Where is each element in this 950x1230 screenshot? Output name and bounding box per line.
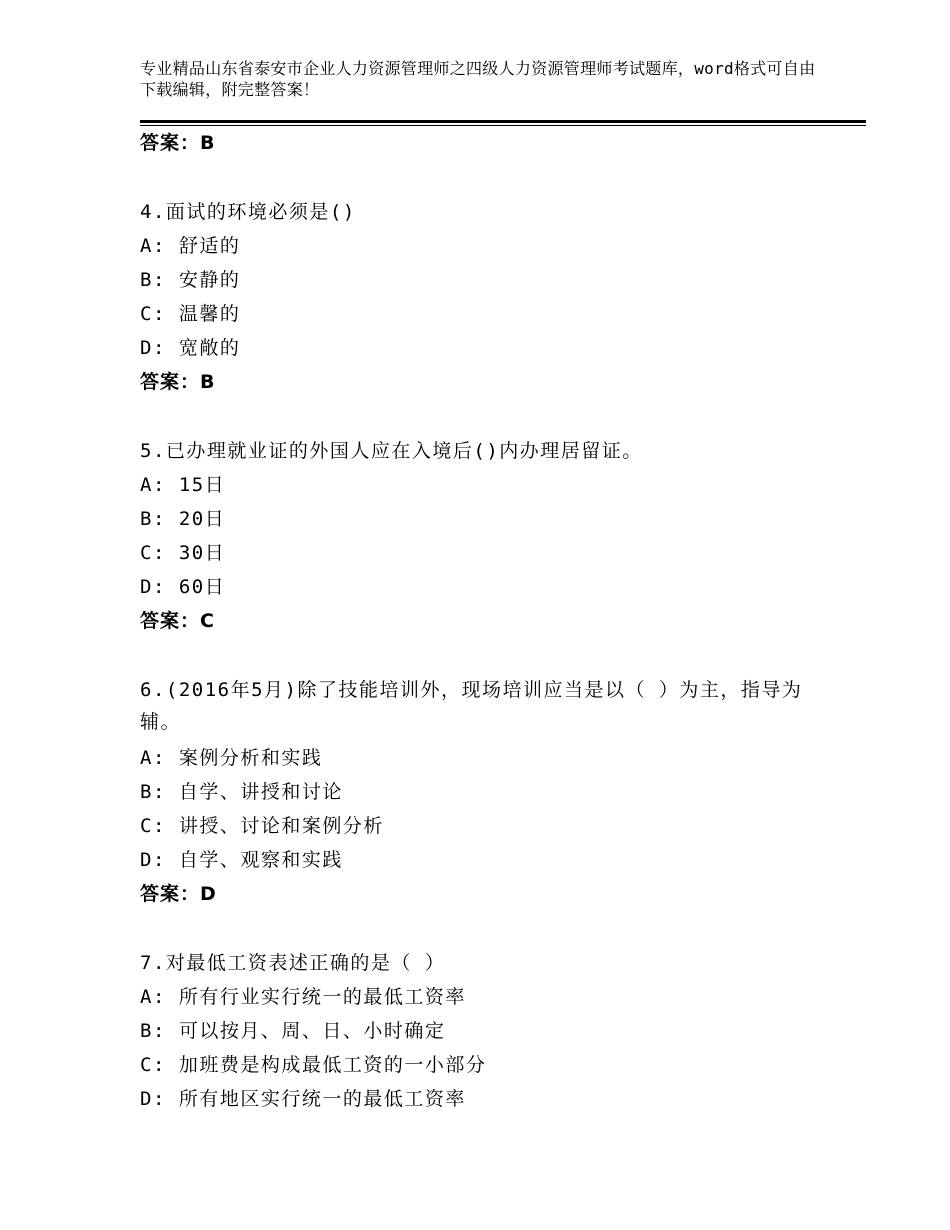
- question-stem: 4.面试的环境必须是(): [140, 201, 356, 223]
- option-a: A: 舒适的: [140, 235, 241, 257]
- option-b: B: 可以按月、周、日、小时确定: [140, 1020, 446, 1042]
- option-d: D: 宽敞的: [140, 337, 241, 359]
- option-a: A: 案例分析和实践: [140, 747, 323, 769]
- answer-line: [140, 131, 216, 155]
- option-d: D: 60日: [140, 576, 226, 598]
- option-c: C: 讲授、讨论和案例分析: [140, 815, 384, 837]
- answer-label: 答案：: [140, 610, 201, 632]
- option-d: D: 所有地区实行统一的最低工资率: [140, 1088, 466, 1110]
- option-a: A: 所有行业实行统一的最低工资率: [140, 986, 466, 1008]
- question-stem: 6.(2016年5月)除了技能培训外，现场培训应当是以（ ）为主，指导为辅。: [140, 679, 803, 733]
- answer-line: [140, 370, 216, 394]
- answer-label: 答案：: [140, 371, 201, 393]
- option-d: D: 自学、观察和实践: [140, 849, 343, 871]
- option-c: C: 温馨的: [140, 303, 241, 325]
- question-stem: 5.已办理就业证的外国人应在入境后()内办理居留证。: [140, 440, 643, 462]
- option-b: B: 安静的: [140, 269, 241, 291]
- answer-value: B: [200, 132, 216, 154]
- option-b: B: 20日: [140, 508, 226, 530]
- question-stem: 7.对最低工资表述正确的是（ ）: [140, 952, 446, 974]
- option-a: A: 15日: [140, 474, 226, 496]
- header-divider: [140, 120, 866, 123]
- answer-line: [140, 882, 217, 906]
- answer-value: C: [200, 610, 215, 632]
- option-b: B: 自学、讲授和讨论: [140, 781, 343, 803]
- answer-value: D: [200, 883, 217, 905]
- answer-label: 答案：: [140, 883, 201, 905]
- header-divider-thin: [140, 125, 866, 126]
- answer-value: B: [200, 371, 216, 393]
- option-c: C: 加班费是构成最低工资的一小部分: [140, 1054, 487, 1076]
- answer-line: [140, 609, 215, 633]
- document-header: 专业精品山东省泰安市企业人力资源管理师之四级人力资源管理师考试题库，word格式可自由下载编辑，附完整答案！: [140, 59, 816, 99]
- option-c: C: 30日: [140, 542, 226, 564]
- answer-label: 答案：: [140, 132, 201, 154]
